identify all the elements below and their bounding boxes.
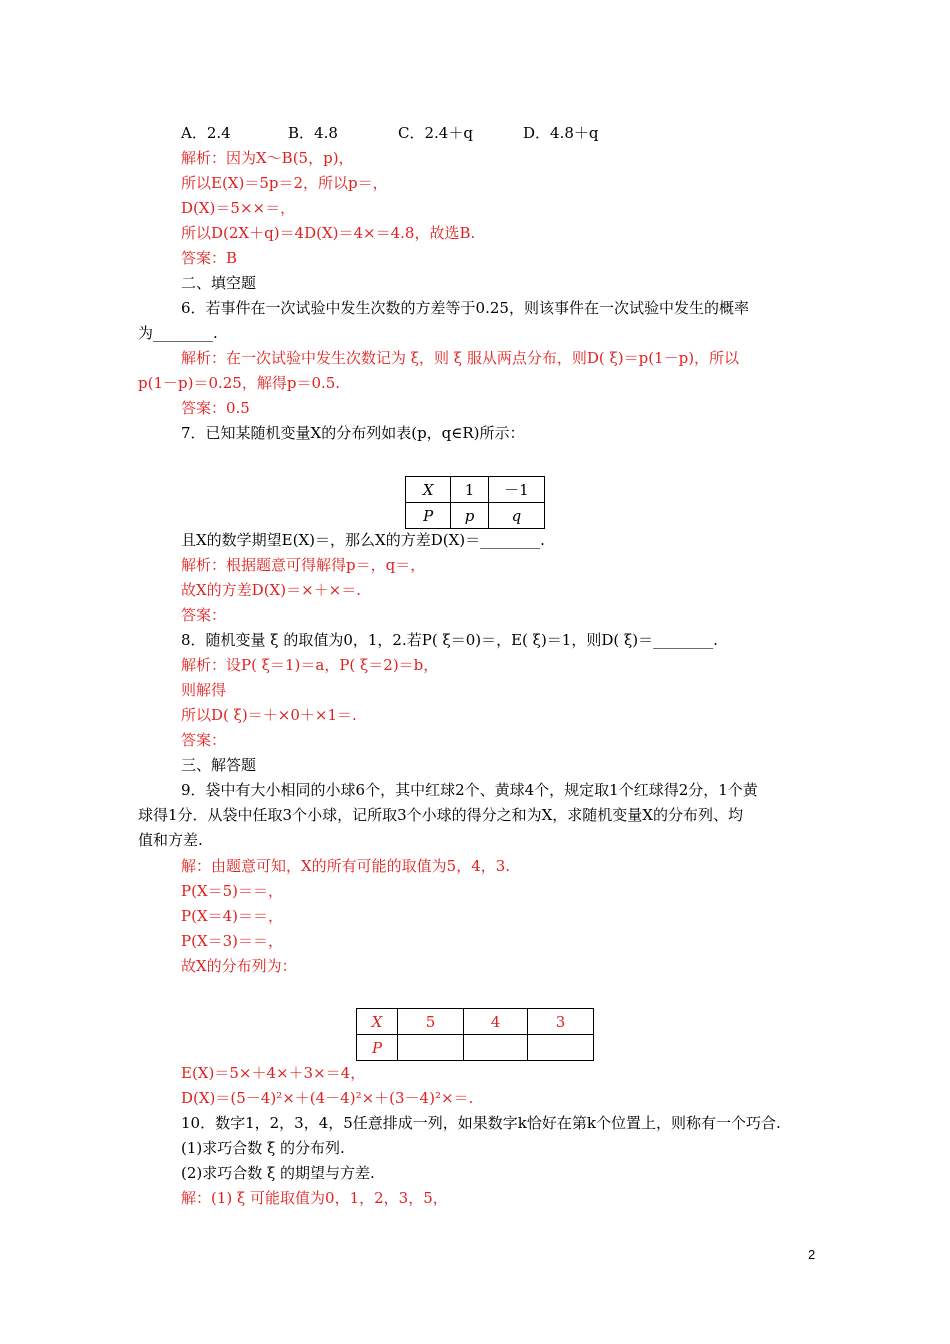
q7-solution-line: 故X的方差D(X)＝×＋×＝.	[181, 581, 361, 599]
q5-solution-line: 所以E(X)＝5p＝2，所以p＝，	[181, 174, 388, 192]
q6-answer: 答案：0.5	[181, 399, 250, 417]
q5-solution-line: 所以D(2X＋q)＝4D(X)＝4×＝4.8，故选B.	[181, 224, 476, 242]
table-row	[406, 477, 545, 503]
q7-stem-line: 且X的数学期望E(X)＝，那么X的方差D(X)＝________.	[181, 531, 545, 549]
table-cell: P	[406, 503, 451, 529]
q9-solution-line: 故X的分布列为：	[181, 957, 297, 975]
table-cell: 5	[398, 1009, 464, 1035]
q6-solution-line: 解析：在一次试验中发生次数记为 ξ，则 ξ 服从两点分布，则D( ξ)＝p(1－p)，所以	[181, 349, 740, 367]
q10-stem-line: 10．数字1，2，3，4，5任意排成一列，如果数字k恰好在第k个位置上，则称有一个巧合.	[181, 1114, 781, 1132]
q7-distribution-table	[405, 476, 545, 529]
q9-solution-line: P(X＝4)＝＝，	[181, 907, 284, 925]
table-cell	[464, 1035, 528, 1061]
q6-stem-line: 为________.	[138, 324, 218, 342]
table-cell: q	[488, 503, 544, 529]
q8-stem-line: 8．随机变量 ξ 的取值为0，1，2.若P( ξ＝0)＝，E( ξ)＝1，则D( ξ)＝________.	[181, 631, 718, 649]
table-cell: 1	[451, 477, 488, 503]
q9-distribution-table	[356, 1008, 594, 1061]
page-number: 2	[808, 1247, 816, 1262]
q6-stem-line: 6．若事件在一次试验中发生次数的方差等于0.25，则该事件在一次试验中发生的概率	[181, 299, 749, 317]
table-row	[357, 1009, 594, 1035]
table-row	[406, 503, 545, 529]
q9-solution-line: P(X＝5)＝＝，	[181, 882, 284, 900]
q10-solution-line: 解：(1) ξ 可能取值为0，1，2，3，5，	[181, 1189, 448, 1207]
section-heading-solutions: 三、解答题	[181, 756, 257, 774]
q9-stem-line: 9．袋中有大小相同的小球6个，其中红球2个、黄球4个，规定取1个红球得2分，1个黄	[181, 781, 758, 799]
q9-expectation: E(X)＝5×＋4×＋3×＝4，	[181, 1064, 366, 1082]
table-row	[357, 1035, 594, 1061]
q5-solution-line: D(X)＝5××＝，	[181, 199, 296, 217]
q10-part-1: (1)求巧合数 ξ 的分布列.	[181, 1139, 345, 1157]
table-cell: －1	[488, 477, 544, 503]
q8-solution-line: 解析：设P( ξ＝1)＝a，P( ξ＝2)＝b，	[181, 656, 439, 674]
q10-part-2: (2)求巧合数 ξ 的期望与方差.	[181, 1164, 375, 1182]
table-cell: X	[406, 477, 451, 503]
q7-answer: 答案：	[181, 606, 227, 624]
q8-solution-line: 所以D( ξ)＝＋×0＋×1＝.	[181, 706, 357, 724]
q5-solution-line: 解析：因为X～B(5，p)，	[181, 149, 354, 167]
option-d: D．4.8＋q	[523, 124, 599, 142]
option-b: B．4.8	[288, 124, 338, 142]
q8-solution-line: 则解得	[181, 681, 227, 699]
q9-stem-line: 值和方差.	[138, 831, 203, 849]
table-cell: 3	[528, 1009, 594, 1035]
table-cell: X	[357, 1009, 398, 1035]
table-cell: 4	[464, 1009, 528, 1035]
q8-answer: 答案：	[181, 731, 227, 749]
q9-stem-line: 球得1分．从袋中任取3个小球，记所取3个小球的得分之和为X，求随机变量X的分布列、均	[138, 806, 743, 824]
table-cell	[398, 1035, 464, 1061]
table-cell: p	[451, 503, 488, 529]
q9-variance: D(X)＝(5－4)²×＋(4－4)²×＋(3－4)²×＝.	[181, 1089, 474, 1107]
q7-solution-line: 解析：根据题意可得解得p＝，q＝，	[181, 556, 426, 574]
q5-answer: 答案：B	[181, 249, 238, 267]
q9-solution-line: 解：由题意可知，X的所有可能的取值为5，4，3.	[181, 857, 511, 875]
table-cell: P	[357, 1035, 398, 1061]
option-a: A．2.4	[181, 124, 231, 142]
table-cell	[528, 1035, 594, 1061]
option-c: C．2.4＋q	[398, 124, 473, 142]
section-heading-fill-in: 二、填空题	[181, 274, 257, 292]
q7-stem-line: 7．已知某随机变量X的分布列如表(p，q∈R)所示：	[181, 424, 525, 442]
q9-solution-line: P(X＝3)＝＝，	[181, 932, 284, 950]
q6-solution-line: p(1－p)＝0.25，解得p＝0.5.	[138, 374, 341, 392]
